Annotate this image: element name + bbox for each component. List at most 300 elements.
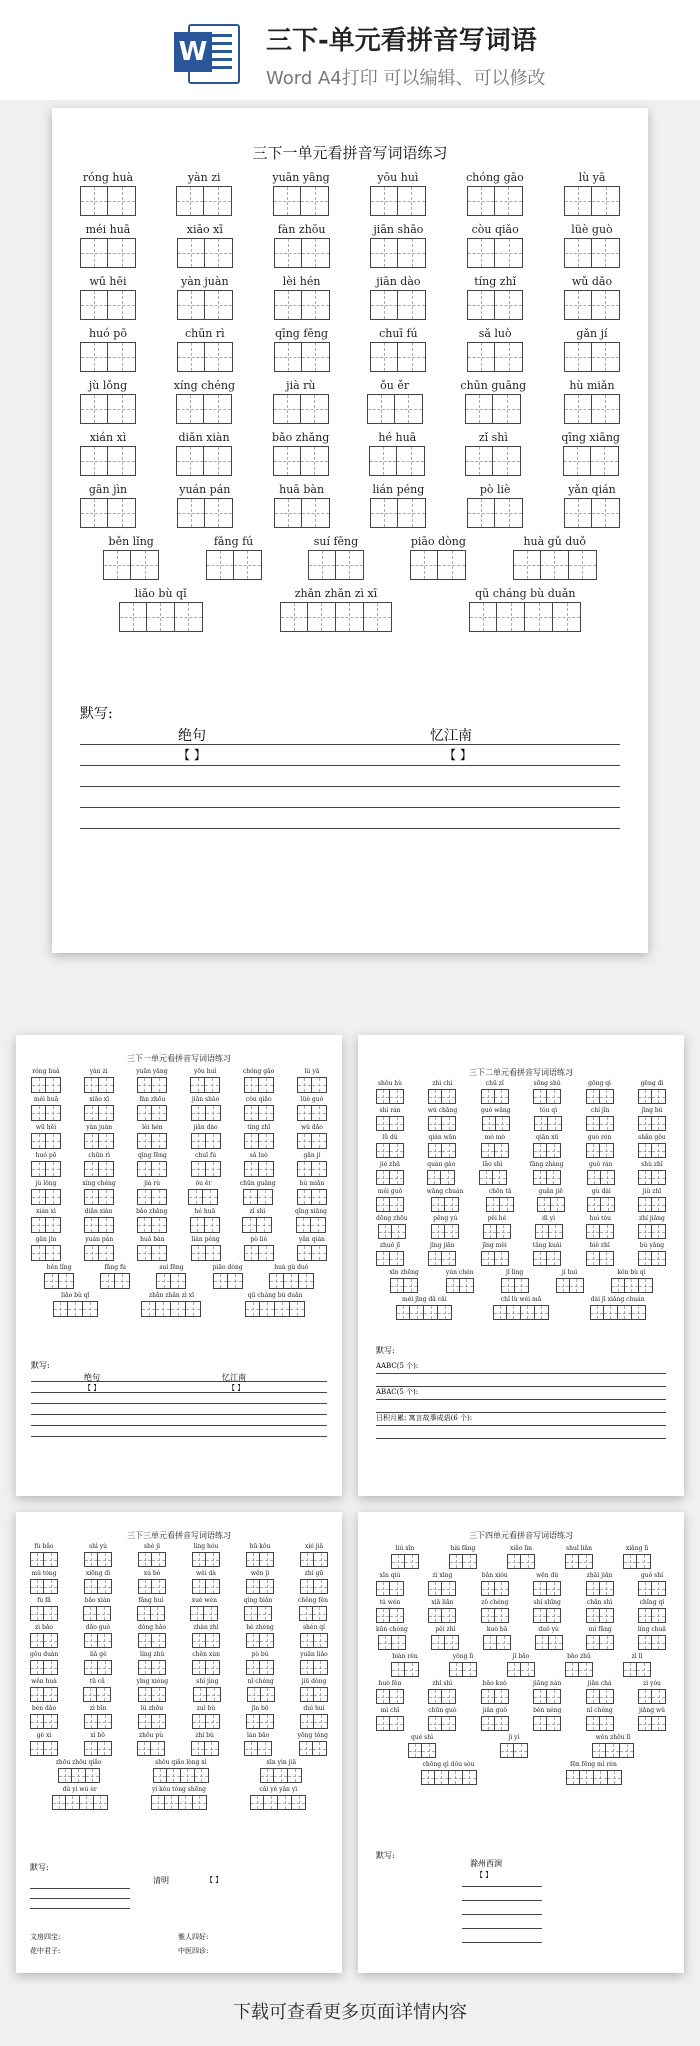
character-box[interactable] [52,1795,66,1810]
character-box[interactable] [84,1552,98,1567]
character-box[interactable] [44,1633,58,1648]
character-box[interactable] [297,1105,312,1121]
tianzige-boxes[interactable] [376,1170,404,1185]
tianzige-boxes[interactable] [84,1245,114,1261]
tianzige-boxes[interactable] [564,290,620,320]
character-box[interactable] [534,1116,548,1131]
character-box[interactable] [390,1716,404,1731]
tianzige-boxes[interactable] [84,1633,112,1648]
character-box[interactable] [579,1662,593,1677]
tianzige-boxes[interactable] [376,1716,404,1731]
character-box[interactable] [370,498,398,528]
character-box[interactable] [260,1660,274,1675]
character-box[interactable] [205,238,233,268]
tianzige-boxes[interactable] [586,1689,614,1704]
character-box[interactable] [165,1795,179,1810]
tianzige-boxes[interactable] [246,1633,274,1648]
character-box[interactable] [260,1552,274,1567]
tianzige-boxes[interactable] [80,290,136,320]
character-box[interactable] [206,550,234,580]
tianzige-boxes[interactable] [192,1579,220,1594]
tianzige-boxes[interactable] [246,1552,274,1567]
character-box[interactable] [533,1581,547,1596]
character-box[interactable] [278,1795,292,1810]
tianzige-boxes[interactable] [428,1689,456,1704]
tianzige-boxes[interactable] [190,1217,220,1233]
tianzige-boxes[interactable] [141,1301,201,1317]
tianzige-boxes[interactable] [586,1224,614,1239]
tianzige-boxes[interactable] [370,290,426,320]
tianzige-boxes[interactable] [31,1161,61,1177]
character-box[interactable] [376,1581,390,1596]
character-box[interactable] [465,394,493,424]
tianzige-boxes[interactable] [177,498,233,528]
character-box[interactable] [205,1741,219,1756]
character-box[interactable] [59,1273,74,1289]
character-box[interactable] [44,1606,58,1621]
character-box[interactable] [244,1741,258,1756]
character-box[interactable] [564,238,592,268]
character-box[interactable] [98,1579,112,1594]
character-box[interactable] [205,342,233,372]
character-box[interactable] [292,1795,306,1810]
character-box[interactable] [507,1662,521,1677]
character-box[interactable] [137,1077,152,1093]
character-box[interactable] [258,1606,272,1621]
character-box[interactable] [311,1217,326,1233]
character-box[interactable] [80,342,108,372]
tianzige-boxes[interactable] [586,1116,614,1131]
character-box[interactable] [547,1170,561,1185]
tianzige-boxes[interactable] [274,238,330,268]
tianzige-boxes[interactable] [274,498,330,528]
character-box[interactable] [97,1687,111,1702]
character-box[interactable] [243,1189,258,1205]
character-box[interactable] [438,1305,452,1320]
tianzige-boxes[interactable] [638,1143,666,1158]
tianzige-boxes[interactable] [84,1161,114,1177]
tianzige-boxes[interactable] [428,1251,456,1266]
character-box[interactable] [44,1552,58,1567]
character-box[interactable] [206,1633,220,1648]
character-box[interactable] [153,1768,167,1783]
tianzige-boxes[interactable] [244,1245,274,1261]
character-box[interactable] [391,1662,405,1677]
tianzige-boxes[interactable] [137,1077,167,1093]
character-box[interactable] [138,1579,152,1594]
tianzige-boxes[interactable] [30,1660,58,1675]
character-box[interactable] [300,1552,314,1567]
character-box[interactable] [537,1197,551,1212]
character-box[interactable] [495,290,523,320]
tianzige-boxes[interactable] [192,1714,220,1729]
character-box[interactable] [260,1301,275,1317]
character-box[interactable] [495,1581,509,1596]
tianzige-boxes[interactable] [431,1635,459,1650]
tianzige-boxes[interactable] [481,1581,509,1596]
character-box[interactable] [313,1606,327,1621]
character-box[interactable] [99,1189,114,1205]
character-box[interactable] [376,1251,390,1266]
tianzige-boxes[interactable] [296,1217,326,1233]
tianzige-boxes[interactable] [84,1552,112,1567]
character-box[interactable] [273,446,301,476]
tianzige-boxes[interactable] [376,1581,404,1596]
tianzige-boxes[interactable] [297,1161,327,1177]
tianzige-boxes[interactable] [192,1660,220,1675]
character-box[interactable] [152,1714,166,1729]
character-box[interactable] [151,1795,165,1810]
character-box[interactable] [312,1133,327,1149]
tianzige-boxes[interactable] [376,1197,404,1212]
character-box[interactable] [308,550,336,580]
character-box[interactable] [592,186,620,216]
tianzige-boxes[interactable] [396,1305,452,1320]
tianzige-boxes[interactable] [191,1161,221,1177]
character-box[interactable] [258,1189,273,1205]
character-box[interactable] [68,1301,83,1317]
character-box[interactable] [94,1795,108,1810]
character-box[interactable] [259,1245,274,1261]
character-box[interactable] [601,1170,615,1185]
character-box[interactable] [501,1278,515,1293]
tianzige-boxes[interactable] [391,1554,419,1569]
tianzige-boxes[interactable] [84,1133,114,1149]
tianzige-boxes[interactable] [481,1689,509,1704]
character-box[interactable] [313,1741,327,1756]
character-box[interactable] [497,1224,511,1239]
character-box[interactable] [533,1089,547,1104]
tianzige-boxes[interactable] [428,1581,456,1596]
character-box[interactable] [564,498,592,528]
tianzige-boxes[interactable] [137,1161,167,1177]
character-box[interactable] [274,498,302,528]
character-box[interactable] [206,1552,220,1567]
tianzige-boxes[interactable] [83,1606,111,1621]
character-box[interactable] [244,1606,258,1621]
character-box[interactable] [314,1687,328,1702]
character-box[interactable] [152,1633,166,1648]
character-box[interactable] [652,1224,666,1239]
character-box[interactable] [606,1743,620,1758]
character-box[interactable] [205,498,233,528]
tianzige-boxes[interactable] [479,1170,507,1185]
tianzige-boxes[interactable] [297,1133,327,1149]
tianzige-boxes[interactable] [533,1143,561,1158]
tianzige-boxes[interactable] [564,498,620,528]
tianzige-boxes[interactable] [244,1606,272,1621]
character-box[interactable] [108,186,136,216]
character-box[interactable] [30,1687,44,1702]
character-box[interactable] [312,1189,327,1205]
character-box[interactable] [108,446,136,476]
character-box[interactable] [463,1662,477,1677]
tianzige-boxes[interactable] [153,1768,209,1783]
character-box[interactable] [637,1554,651,1569]
character-box[interactable] [190,1217,205,1233]
character-box[interactable] [428,1089,442,1104]
character-box[interactable] [481,1608,495,1623]
character-box[interactable] [398,186,426,216]
character-box[interactable] [137,1741,151,1756]
character-box[interactable] [300,1714,314,1729]
character-box[interactable] [206,1105,221,1121]
character-box[interactable] [300,1660,314,1675]
character-box[interactable] [390,1170,404,1185]
character-box[interactable] [108,498,136,528]
character-box[interactable] [44,1687,58,1702]
character-box[interactable] [152,1687,166,1702]
character-box[interactable] [188,1189,203,1205]
tianzige-boxes[interactable] [481,1716,509,1731]
character-box[interactable] [521,1554,535,1569]
character-box[interactable] [410,550,438,580]
tianzige-boxes[interactable] [176,186,232,216]
tianzige-boxes[interactable] [449,1554,477,1569]
character-box[interactable] [205,1217,220,1233]
tianzige-boxes[interactable] [244,1161,274,1177]
character-box[interactable] [638,1143,652,1158]
tianzige-boxes[interactable] [273,446,329,476]
tianzige-boxes[interactable] [138,1660,166,1675]
character-box[interactable] [442,1089,456,1104]
tianzige-boxes[interactable] [300,1687,328,1702]
tianzige-boxes[interactable] [246,1660,274,1675]
character-box[interactable] [632,1305,646,1320]
tianzige-boxes[interactable] [250,1795,306,1810]
character-box[interactable] [175,602,203,632]
character-box[interactable] [535,1224,549,1239]
character-box[interactable] [463,1770,477,1785]
character-box[interactable] [84,1217,99,1233]
character-box[interactable] [84,1077,99,1093]
character-box[interactable] [390,1251,404,1266]
character-box[interactable] [193,1795,207,1810]
tianzige-boxes[interactable] [376,1608,404,1623]
tianzige-boxes[interactable] [376,1143,404,1158]
character-box[interactable] [495,342,523,372]
character-box[interactable] [652,1635,666,1650]
character-box[interactable] [31,1217,46,1233]
character-box[interactable] [638,1689,652,1704]
character-box[interactable] [66,1795,80,1810]
tianzige-boxes[interactable] [533,1689,561,1704]
tianzige-boxes[interactable] [300,1552,328,1567]
tianzige-boxes[interactable] [206,550,262,580]
character-box[interactable] [80,394,108,424]
character-box[interactable] [586,1089,600,1104]
tianzige-boxes[interactable] [467,186,523,216]
tianzige-boxes[interactable] [428,1089,456,1104]
tianzige-boxes[interactable] [308,550,364,580]
tianzige-boxes[interactable] [481,1251,509,1266]
tianzige-boxes[interactable] [247,1687,275,1702]
character-box[interactable] [370,238,398,268]
character-box[interactable] [620,1743,634,1758]
character-box[interactable] [98,1633,112,1648]
tianzige-boxes[interactable] [370,498,426,528]
character-box[interactable] [549,1635,563,1650]
character-box[interactable] [497,602,525,632]
character-box[interactable] [258,1741,272,1756]
tianzige-boxes[interactable] [638,1170,666,1185]
character-box[interactable] [261,1687,275,1702]
character-box[interactable] [274,1768,288,1783]
character-box[interactable] [410,1305,424,1320]
character-box[interactable] [405,1554,419,1569]
tianzige-boxes[interactable] [638,1608,666,1623]
tianzige-boxes[interactable] [52,1795,108,1810]
tianzige-boxes[interactable] [244,1741,272,1756]
character-box[interactable] [367,394,395,424]
character-box[interactable] [404,1278,418,1293]
tianzige-boxes[interactable] [58,1768,100,1783]
character-box[interactable] [108,290,136,320]
character-box[interactable] [398,238,426,268]
character-box[interactable] [260,1579,274,1594]
character-box[interactable] [481,1581,495,1596]
character-box[interactable] [299,1606,313,1621]
character-box[interactable] [99,1217,114,1233]
tianzige-boxes[interactable] [481,1143,509,1158]
tianzige-boxes[interactable] [177,290,233,320]
character-box[interactable] [152,1105,167,1121]
tianzige-boxes[interactable] [465,446,521,476]
character-box[interactable] [564,290,592,320]
character-box[interactable] [431,1224,445,1239]
character-box[interactable] [652,1089,666,1104]
character-box[interactable] [152,1189,167,1205]
tianzige-boxes[interactable] [590,1305,646,1320]
tianzige-boxes[interactable] [138,1633,166,1648]
character-box[interactable] [260,1714,274,1729]
tianzige-boxes[interactable] [565,1662,593,1677]
character-box[interactable] [364,602,392,632]
tianzige-boxes[interactable] [638,1689,666,1704]
character-box[interactable] [257,1217,272,1233]
character-box[interactable] [442,1143,456,1158]
tianzige-boxes[interactable] [507,1554,535,1569]
character-box[interactable] [548,1116,562,1131]
character-box[interactable] [391,1554,405,1569]
character-box[interactable] [592,498,620,528]
character-box[interactable] [398,290,426,320]
character-box[interactable] [46,1189,61,1205]
character-box[interactable] [296,1217,311,1233]
character-box[interactable] [80,290,108,320]
character-box[interactable] [314,1633,328,1648]
character-box[interactable] [290,1301,305,1317]
tianzige-boxes[interactable] [556,1278,584,1293]
tianzige-boxes[interactable] [565,1554,593,1569]
tianzige-boxes[interactable] [378,1224,406,1239]
character-box[interactable] [30,1579,44,1594]
character-box[interactable] [171,1301,186,1317]
character-box[interactable] [586,1581,600,1596]
character-box[interactable] [308,602,336,632]
character-box[interactable] [46,1105,61,1121]
tianzige-boxes[interactable] [638,1116,666,1131]
tianzige-boxes[interactable] [193,1687,221,1702]
character-box[interactable] [204,186,232,216]
character-box[interactable] [44,1741,58,1756]
character-box[interactable] [435,1770,449,1785]
character-box[interactable] [469,602,497,632]
character-box[interactable] [600,1608,614,1623]
character-box[interactable] [192,1552,206,1567]
character-box[interactable] [638,1251,652,1266]
tianzige-boxes[interactable] [586,1635,614,1650]
tianzige-boxes[interactable] [80,186,136,216]
tianzige-boxes[interactable] [80,342,136,372]
character-box[interactable] [250,1795,264,1810]
character-box[interactable] [300,1633,314,1648]
tianzige-boxes[interactable] [428,1608,456,1623]
tianzige-boxes[interactable] [493,1305,549,1320]
tianzige-boxes[interactable] [465,394,521,424]
character-box[interactable] [600,1143,614,1158]
character-box[interactable] [152,1552,166,1567]
character-box[interactable] [30,1552,44,1567]
character-box[interactable] [302,290,330,320]
character-box[interactable] [390,1608,404,1623]
character-box[interactable] [314,1660,328,1675]
character-box[interactable] [312,1105,327,1121]
character-box[interactable] [390,1116,404,1131]
tianzige-boxes[interactable] [586,1251,614,1266]
tianzige-boxes[interactable] [138,1714,166,1729]
character-box[interactable] [284,1273,299,1289]
character-box[interactable] [84,1189,99,1205]
character-box[interactable] [569,550,597,580]
character-box[interactable] [591,446,619,476]
character-box[interactable] [563,446,591,476]
character-box[interactable] [442,1716,456,1731]
character-box[interactable] [83,1606,97,1621]
character-box[interactable] [98,1741,112,1756]
tianzige-boxes[interactable] [119,602,203,632]
character-box[interactable] [190,1077,205,1093]
character-box[interactable] [592,238,620,268]
character-box[interactable] [638,1170,652,1185]
tianzige-boxes[interactable] [31,1217,61,1233]
character-box[interactable] [302,238,330,268]
character-box[interactable] [99,1077,114,1093]
character-box[interactable] [446,1278,460,1293]
character-box[interactable] [103,550,131,580]
tianzige-boxes[interactable] [137,1217,167,1233]
character-box[interactable] [479,1170,493,1185]
tianzige-boxes[interactable] [586,1581,614,1596]
tianzige-boxes[interactable] [535,1224,563,1239]
character-box[interactable] [495,1251,509,1266]
character-box[interactable] [273,186,301,216]
tianzige-boxes[interactable] [246,1579,274,1594]
tianzige-boxes[interactable] [586,1143,614,1158]
tianzige-boxes[interactable] [410,550,466,580]
tianzige-boxes[interactable] [481,1089,509,1104]
character-box[interactable] [206,1579,220,1594]
character-box[interactable] [177,342,205,372]
character-box[interactable] [495,1143,509,1158]
tianzige-boxes[interactable] [378,1635,406,1650]
character-box[interactable] [428,1251,442,1266]
character-box[interactable] [312,1245,327,1261]
character-box[interactable] [259,1077,274,1093]
character-box[interactable] [179,1795,193,1810]
tianzige-boxes[interactable] [30,1579,58,1594]
character-box[interactable] [274,290,302,320]
